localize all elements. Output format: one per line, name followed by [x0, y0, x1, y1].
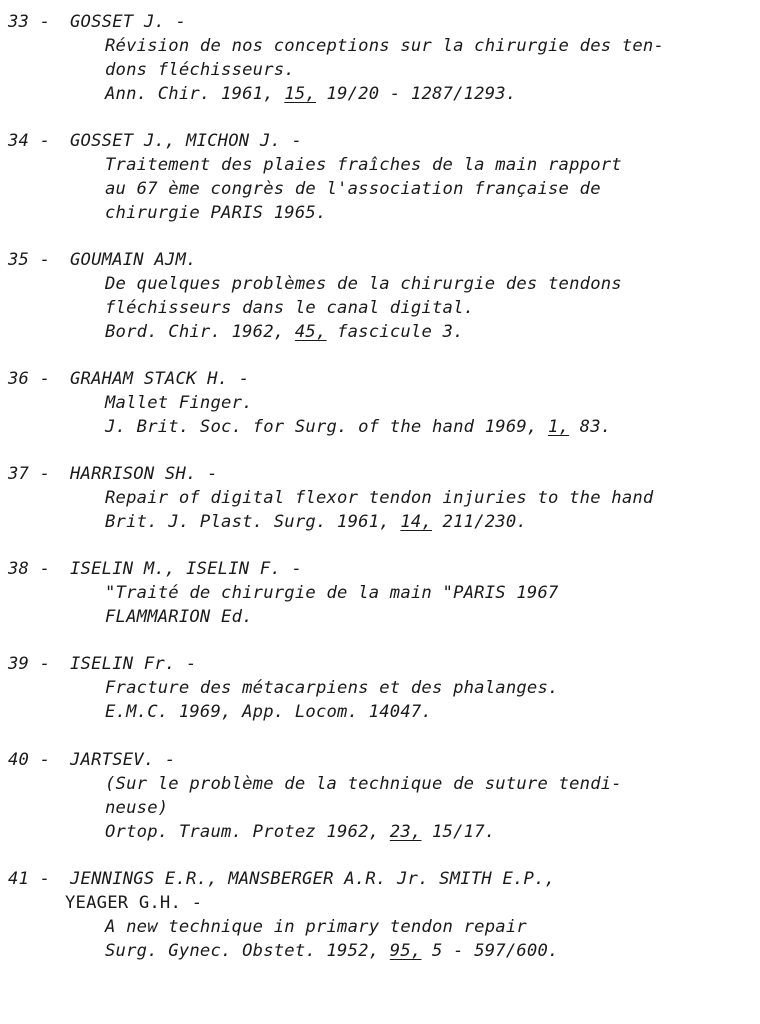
reference-heading: [8, 248, 753, 272]
reference-number: 34 -: [8, 131, 51, 151]
reference-text: neuse): [105, 798, 169, 818]
reference-number: 39 -: [8, 654, 51, 674]
reference-line: [8, 82, 753, 106]
reference-text: De quelques problèmes de la chirurgie des tendons: [105, 274, 622, 294]
reference-authors: GOSSET J., MICHON J. -: [70, 131, 303, 151]
reference-text: E.M.C. 1969, App. Locom. 14047.: [105, 702, 432, 722]
reference-heading: [8, 867, 753, 891]
reference-text: 15/17.: [421, 822, 496, 842]
reference-line: [8, 486, 753, 510]
reference-entry: [8, 129, 753, 225]
reference-text: (Sur le problème de la technique de suture tendi-: [105, 774, 622, 794]
reference-text: au 67 ème congrès de l'association française de: [105, 179, 601, 199]
reference-authors: JARTSEV. -: [70, 750, 176, 770]
reference-text: Ann. Chir. 1961,: [105, 84, 285, 104]
reference-line: [8, 391, 753, 415]
reference-authors: JENNINGS E.R., MANSBERGER A.R. Jr. SMITH E.P.,: [70, 869, 556, 889]
reference-line: [8, 772, 753, 796]
reference-line: [8, 581, 753, 605]
reference-line: [8, 915, 753, 939]
reference-line: [8, 177, 753, 201]
reference-authors: GRAHAM STACK H. -: [70, 369, 250, 389]
reference-text: "Traité de chirurgie de la main "PARIS 1967: [105, 583, 559, 603]
reference-text: Mallet Finger.: [105, 393, 253, 413]
reference-line: [8, 34, 753, 58]
reference-entry: [8, 10, 753, 106]
reference-text: FLAMMARION Ed.: [105, 607, 253, 627]
reference-line: [8, 700, 753, 724]
reference-line: [8, 820, 753, 844]
reference-number: 36 -: [8, 369, 51, 389]
reference-authors: GOUMAIN AJM.: [70, 250, 197, 270]
reference-heading: [8, 367, 753, 391]
reference-number: 35 -: [8, 250, 51, 270]
reference-text: Brit. J. Plast. Surg. 1961,: [105, 512, 401, 532]
reference-heading: [8, 462, 753, 486]
reference-volume: 1,: [548, 417, 570, 437]
reference-text: dons fléchisseurs.: [105, 60, 295, 80]
reference-line: [8, 320, 753, 344]
reference-text: Repair of digital flexor tendon injuries to the hand: [105, 488, 654, 508]
reference-volume: 23,: [389, 822, 422, 842]
reference-text: chirurgie PARIS 1965.: [105, 203, 327, 223]
reference-text: Surg. Gynec. Obstet. 1952,: [105, 941, 390, 961]
reference-entry: [8, 248, 753, 344]
reference-heading: [8, 10, 753, 34]
reference-volume: 45,: [294, 322, 327, 342]
reference-entry: [8, 652, 753, 724]
reference-volume: 14,: [400, 512, 432, 532]
reference-line: [8, 796, 753, 820]
reference-line: [8, 153, 753, 177]
reference-authors: ISELIN Fr. -: [70, 654, 197, 674]
reference-authors: GOSSET J. -: [70, 12, 187, 32]
reference-authors: HARRISON SH. -: [70, 464, 218, 484]
reference-text: J. Brit. Soc. for Surg. of the hand 1969,: [105, 417, 549, 437]
reference-text: 83.: [569, 417, 612, 437]
reference-heading: [8, 129, 753, 153]
reference-entry: [8, 462, 753, 534]
reference-heading: [8, 748, 753, 772]
reference-text: Ortop. Traum. Protez 1962,: [105, 822, 390, 842]
reference-volume: 95,: [389, 941, 422, 961]
reference-heading: [8, 652, 753, 676]
reference-entry: [8, 367, 753, 439]
reference-text: 19/20 - 1287/1293.: [315, 84, 517, 104]
reference-authors-continued: YEAGER G.H. -: [65, 893, 203, 913]
reference-volume: 15,: [284, 84, 316, 104]
reference-line: [8, 201, 753, 225]
reference-entry: [8, 557, 753, 629]
reference-text: Fracture des métacarpiens et des phalanges.: [105, 678, 559, 698]
reference-line: [8, 58, 753, 82]
reference-line: [8, 296, 753, 320]
reference-entry: [8, 748, 753, 844]
reference-text: 5 - 597/600.: [421, 941, 559, 961]
reference-line: [8, 510, 753, 534]
reference-line: [8, 676, 753, 700]
reference-line: [8, 272, 753, 296]
reference-text: A new technique in primary tendon repair: [105, 917, 527, 937]
reference-text: fascicule 3.: [326, 322, 464, 342]
reference-number: 40 -: [8, 750, 51, 770]
reference-number: 33 -: [8, 12, 51, 32]
reference-authors: ISELIN M., ISELIN F. -: [70, 559, 303, 579]
reference-heading: [8, 557, 753, 581]
reference-line: [8, 939, 753, 963]
reference-number: 38 -: [8, 559, 51, 579]
reference-text: Traitement des plaies fraîches de la main rapport: [105, 155, 622, 175]
reference-text: 211/230.: [432, 512, 527, 532]
reference-line: [8, 415, 753, 439]
reference-number: 37 -: [8, 464, 51, 484]
reference-entry: [8, 867, 753, 963]
reference-text: Révision de nos conceptions sur la chirurgie des ten-: [105, 36, 665, 56]
reference-text: Bord. Chir. 1962,: [105, 322, 295, 342]
reference-line: [8, 605, 753, 629]
reference-text: fléchisseurs dans le canal digital.: [105, 298, 475, 318]
reference-number: 41 -: [8, 869, 51, 889]
